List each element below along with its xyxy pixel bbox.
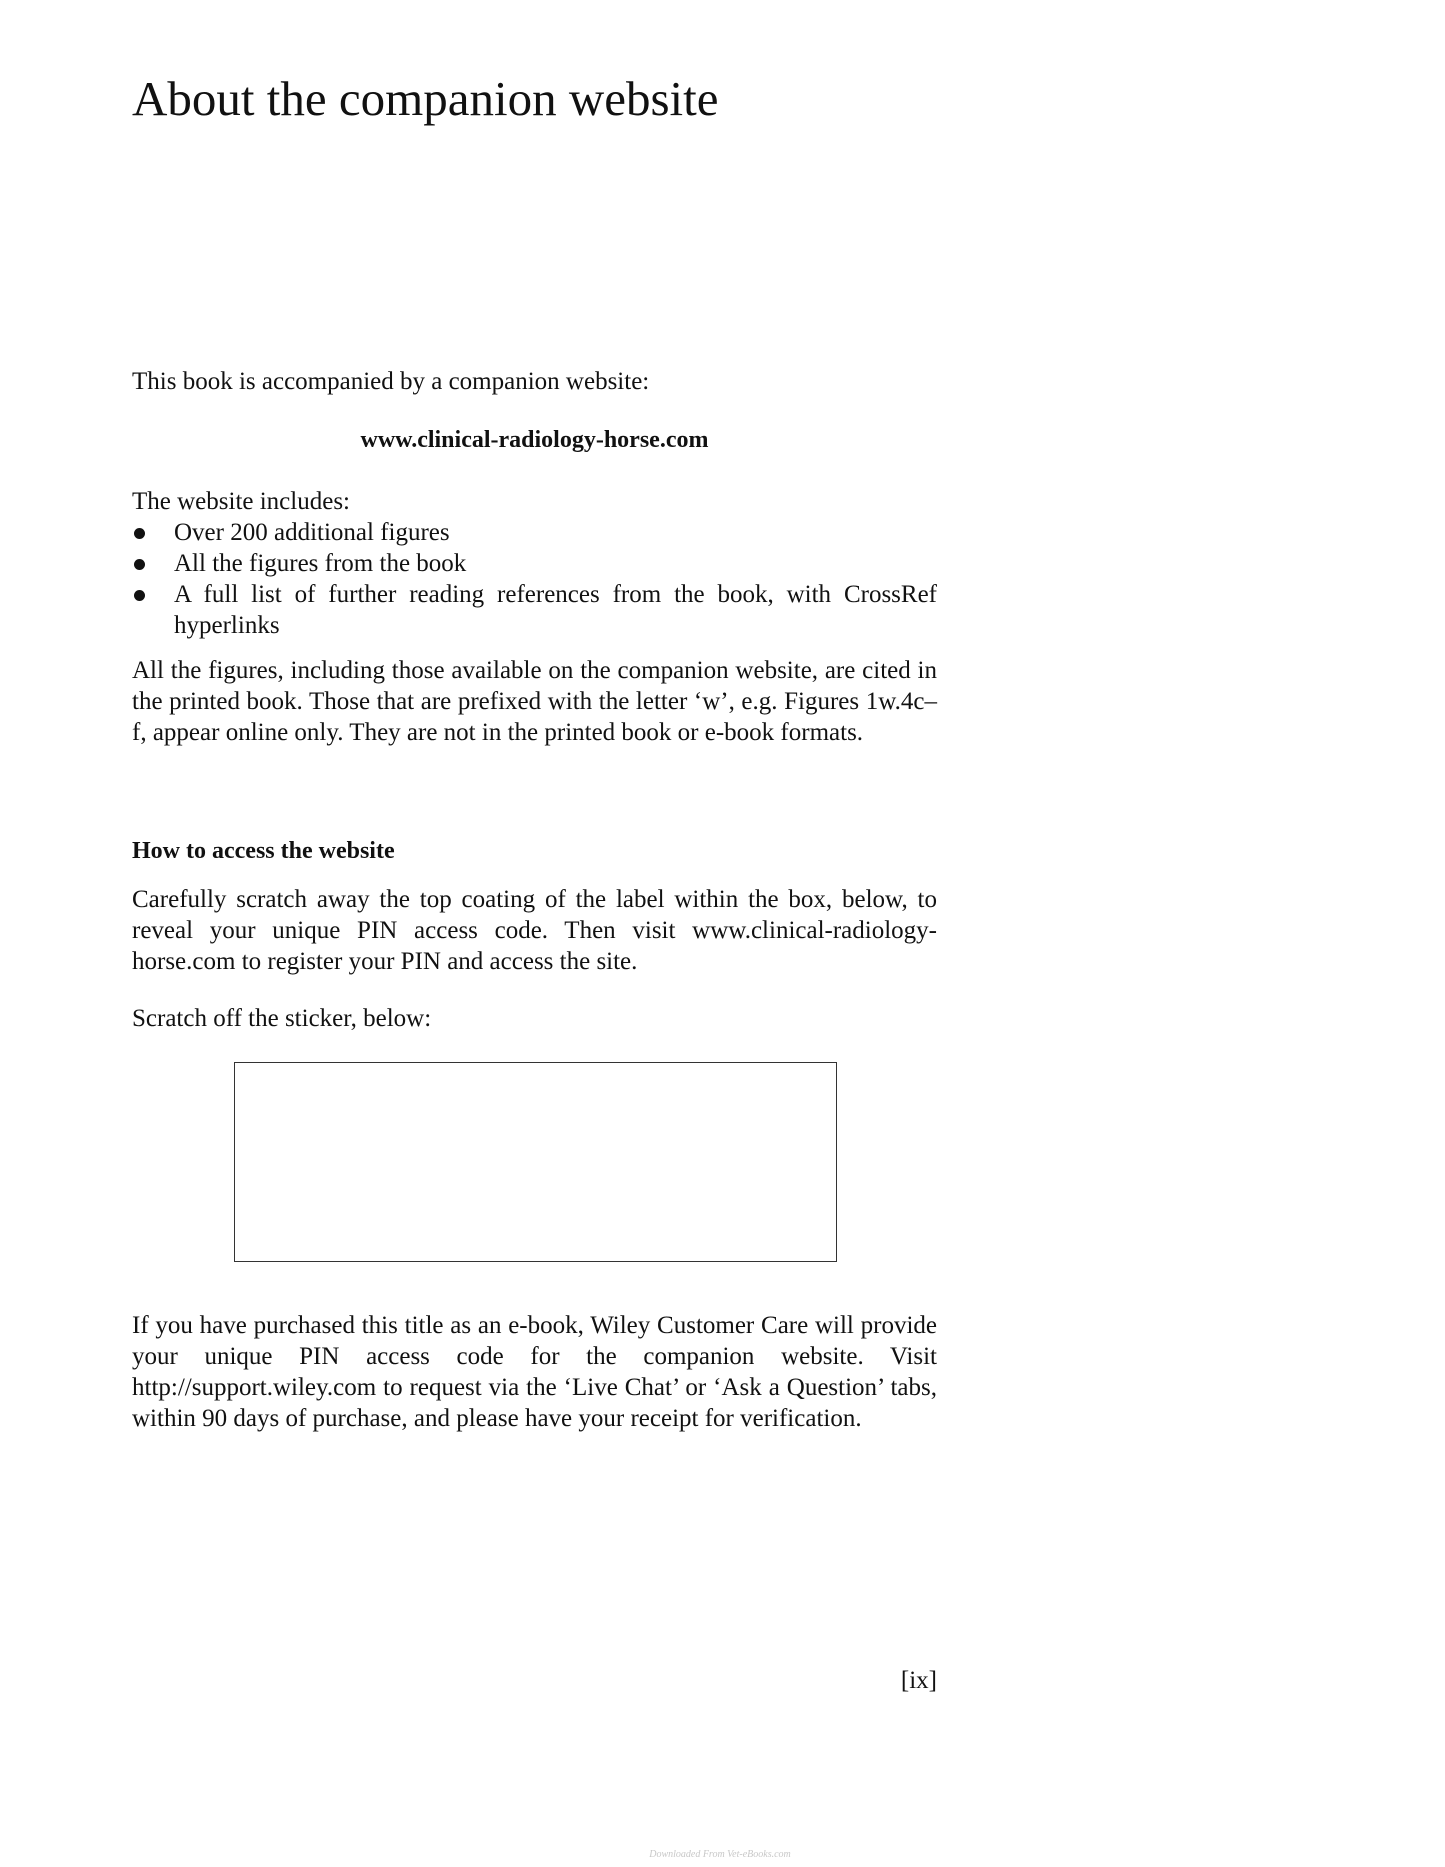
- list-item-text: All the figures from the book: [174, 550, 467, 577]
- ebook-instructions: If you have purchased this title as an e-book, Wiley Customer Care will provide your unique PIN access code for the companion website. Visit http://support.wiley.com to request via the ‘Live Chat’ or ‘Ask a Question’ tabs, within 90 days of purchase, and please have your receipt for verification.: [132, 1312, 937, 1432]
- bullet-icon: [134, 528, 145, 539]
- scratch-sticker-box[interactable]: [234, 1062, 837, 1262]
- footer-watermark: Downloaded From Vet-eBooks.com: [649, 1849, 791, 1860]
- list-item: [132, 548, 937, 579]
- list-item-text: A full list of further reading references from the book, with CrossRef hyperlinks: [174, 581, 937, 639]
- figures-note: All the figures, including those available on the companion website, are cited in the printed book. Those that are prefixed with the letter ‘w’, e.g. Figures 1w.4c–f, appear online only. They are not in the printed book or e-book formats.: [132, 657, 937, 746]
- list-item: [132, 517, 937, 548]
- website-url: www.clinical-radiology-horse.com: [360, 427, 709, 453]
- page-title: About the companion website: [132, 71, 719, 126]
- includes-list: [132, 517, 937, 641]
- bullet-icon: [134, 559, 145, 570]
- list-item: [132, 579, 937, 641]
- page-number: [ix]: [900, 1667, 937, 1694]
- bullet-icon: [134, 590, 145, 601]
- access-heading: How to access the website: [132, 838, 395, 864]
- intro-text: This book is accompanied by a companion website:: [132, 368, 650, 395]
- includes-label: The website includes:: [132, 488, 350, 515]
- sticker-label: Scratch off the sticker, below:: [132, 1005, 432, 1032]
- access-instructions: Carefully scratch away the top coating of the label within the box, below, to reveal your unique PIN access code. Then visit www.clinical-radiology-horse.com to register your PIN and access the site.: [132, 886, 937, 975]
- list-item-text: Over 200 additional figures: [174, 519, 450, 546]
